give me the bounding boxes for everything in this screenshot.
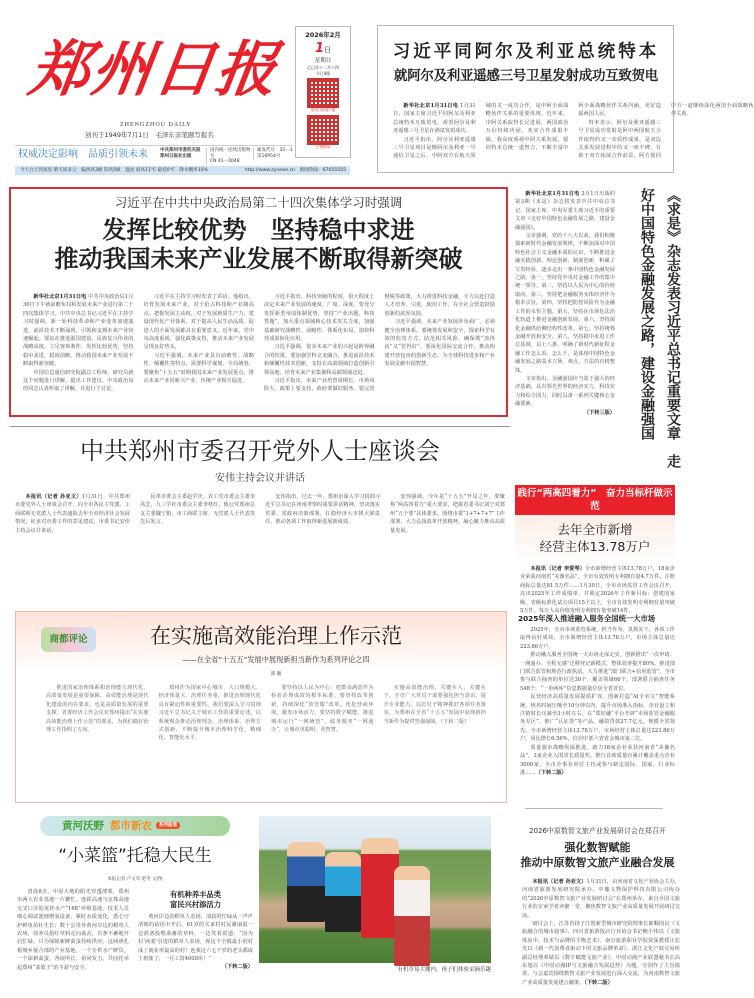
qr-code-icon[interactable] bbox=[307, 115, 339, 145]
market-headline-box bbox=[515, 515, 675, 565]
banner-text-1: 黄河沃野 bbox=[62, 820, 104, 832]
headline-line-2: 经营主体13.78万户 bbox=[539, 539, 651, 554]
paragraph: 习近平强调，未来产业发展涉及面广，必须健全治理体系。要统筹发展和安全，探索科学有效的监管方式，防范相关风险，确保既“放得活”又“管得好”。要深化国际交流合作，推动构建开放包容的创新生态，为全球科技进步和产业发展贡献中国智慧。 bbox=[384, 319, 495, 368]
farm-headline[interactable]: “小菜篮”托稳大民生 bbox=[58, 846, 212, 866]
headline-line-1: 强化数智赋能 bbox=[564, 841, 631, 854]
paragraph: 民革市委会主委赵学庆，农工党市委会主委李凤芝，九三学社市委会主委李枕红，致公党郑州总支主委魏宁娟，市工商联主席、无党派人士代表等先后发言。 bbox=[140, 494, 255, 526]
farm-sub-body bbox=[138, 913, 253, 995]
weather-strip bbox=[15, 166, 350, 175]
postal-issue: 第16954号 bbox=[257, 153, 281, 159]
logo-text: 郑州日报 bbox=[25, 35, 283, 105]
child-figure bbox=[394, 866, 430, 966]
paragraph: 2月1日出版的第3期《求是》杂志将发表中共中央总书记、国家主席、中央军委主席习近平的重要文章《走好中国特色金融发展之路，建设金融强国》。 bbox=[515, 191, 615, 231]
paragraph: 郑州作为国家中心城市，人口规模大、经济体量大、治理任务重，推进治理现代化具有紧迫性和重要性。我们要深入学习贯彻习近平总书记关于城市工作的重要论述，以系统观念推动治理理念、治理体系、治理方式创新，不断提升城市治理科学化、精细化、智能化水平。 bbox=[158, 685, 261, 742]
market-body bbox=[520, 626, 675, 798]
farm-byline: 本报记者 卢文军 赵冬 文/图 bbox=[107, 877, 163, 882]
subheadline-line-1: 有机种养丰品类 bbox=[169, 890, 222, 899]
headline-line-1: 去年全市新增 bbox=[557, 522, 633, 537]
paragraph: 全市新增经营主体13.78万户，18家企业荣获河南省“美豫名品”，全市有效发明专利拥有量4.7万件，注册商标总量达81.5万件……1月30日，全市市场监管工作会议召开，亮出2025年工作成绩单，并锁定2026年工作新目标：创建国家级、省级标准化试点项目15个以上，全市有效发明专利拥有量突破5万件，每万人高价值发明专利拥有量突破14件。 bbox=[520, 566, 675, 615]
lead-headline[interactable] bbox=[11, 216, 506, 274]
dateline: 新华社北京1月31日电 bbox=[525, 191, 580, 197]
qr1-label: 郑州日报客户端 bbox=[310, 108, 336, 112]
paragraph: 安伟强调，今年是“十五五”开局之年，要聚焦“两高四着力”重大要求，把握省委书记刘宁对郑州“五个要”具体要求，围绕市委“1+7+7+7”工作部署，大力弘扬改革开放精神，凝心聚力推动高质量发展。 bbox=[390, 494, 505, 534]
dateline: 本报讯（记者 李爱琴） bbox=[530, 566, 585, 572]
page-count: 今日4版 bbox=[315, 70, 331, 76]
paragraph: 2025年，全市市场监管系统，担当作为、真抓实干，各项工作取得良好成效，全市新增经营主体13.78万户，市场主体总量达223.86万户。 bbox=[520, 627, 675, 650]
tourism-kicker: 2026中原数智文旅产业发展研讨会在郑召开 bbox=[529, 827, 666, 835]
commentary-subhead: ——在全省“十五五”发展中展现新担当新作为系列评论之四 bbox=[182, 655, 370, 664]
lead-body bbox=[23, 293, 495, 411]
serial-value: CN 41－0048 bbox=[210, 159, 240, 164]
day-suffix: 日 bbox=[324, 46, 332, 54]
strawberry-greenhouse-photo[interactable] bbox=[259, 816, 491, 963]
tourism-headline[interactable] bbox=[505, 840, 690, 870]
publisher: 中共郑州市委机关报 郑州日报社出版 bbox=[160, 148, 205, 159]
date-box bbox=[295, 26, 351, 158]
weekday: 星期日 bbox=[314, 58, 332, 64]
commentary-author: 郑 徽 bbox=[270, 672, 282, 677]
paragraph: 推动融入服务全国统一大市场走深走实。创新推出“一次申请、一网通办、全程无感”迁移登记新模式，整体效率提升80%。推进部门联合监管和规范行政执法，大力推进“部门联合+信用监管”，全市参与联合抽查的单位达30个，覆盖领域66个，部署联合抽查任务548个，“一单两库”信息数据量位居全省首位。 bbox=[520, 652, 675, 692]
dateline: 本报讯（记者 孙亚文） bbox=[532, 879, 587, 885]
dateline: 新华社北京1月31日电 bbox=[403, 103, 459, 109]
child-figure bbox=[325, 852, 361, 932]
slogan: 权威决定影响 品质引领未来 bbox=[18, 149, 148, 160]
series-banner bbox=[40, 816, 230, 836]
paragraph: 质量强市战略纵深推进。助力18家企业荣获河南省“美豫名品”，3家企业入围省长质量奖。推行首席质量官累计覆盖重点企业3000家，全市企事业单位主持或参与制定国际、国家、行业标准…… bbox=[520, 744, 675, 776]
top-story bbox=[377, 25, 754, 173]
paragraph: 特本表示，阿尔及利亚遥感三号卫星成功发射是阿中两国航天合作取得的又一实质性成果，是双边关系发展进程中的又一座丰碑，有助于双方拓展合作前景。阿方愿同中方一道继续深化两国全面战略伙伴关系。 bbox=[578, 103, 754, 160]
jump-note[interactable]: （下转二版） bbox=[584, 979, 613, 986]
paragraph: 研讨会上，江苏省扬子江创新型城市研究院理事长郎顺国以《文旅融合的城市叙事》、四川省旅游饭店行业协会书记鲍小伟以《文旅体验中，技术与品牌的平衡艺术》、南京旅游职业学院资深教授汪宏光以《新一代消费者驱动下的文旅品牌革命》、浙江文化产权交易所副总经理邓婧以《数字赋能文旅产业》、中国动漫产业联盟秘书长高东旭以《中国动漫IP与文旅融合发展趋势》为题，分别作了主旨演讲。与会嘉宾围绕数智文旅产业发展进行深入交流，为河南数智文旅产业高质量发展建言献策。 bbox=[522, 921, 680, 986]
market-intro bbox=[520, 565, 675, 613]
commentary-logo: 商都评论 bbox=[41, 627, 96, 652]
paragraph: 安伟指出，过去一年，郑州市深入学习贯彻习近平总书记在河南考察时重要讲话精神，坚决落实省委、省政府决策部署，扛稳经济大市挑大梁责任，推动各项工作取得新进展新成效。 bbox=[265, 494, 380, 526]
paragraph: 习近平在主持学习时发表了讲话。他指出，培育发展未来产业，对于抢占科技和产业制高点、把握发展主动权，对于发展新质生产力、建设现代化产业体系，对于提高人民生活品质、促进人的全面发展都具有重要意义。近年来，党中央高度重视，强化政策支持，推动未来产业发展呈现良好势头。 bbox=[143, 294, 254, 351]
headline-line-1: 习近平同阿尔及利亚总统特本 bbox=[392, 42, 660, 62]
campaign-banner: 践行“两高四着力” 奋力当标杆做示范 bbox=[515, 485, 675, 515]
child-figure bbox=[287, 842, 325, 922]
paragraph: 1月31日，由河南省文化产业协会主办，河南省旅游发展研究院承办，中豫文物保护科技有限公司协办的“2026中原数智文旅产业发展研讨会”在郑州举办，来自全国文旅行业的专家学者齐聚一堂，聚焦数智文旅产业高质量发展开展研讨交流。 bbox=[522, 879, 681, 919]
market-subhead: 2025年深入推进融入服务全国统一大市场 bbox=[518, 614, 656, 623]
tourism-body bbox=[522, 878, 680, 986]
day-number: 1 bbox=[314, 41, 325, 56]
logo-english: ZHENGZHOU DAILY bbox=[120, 122, 192, 128]
meeting-headline[interactable]: 中共郑州市委召开党外人士座谈会 bbox=[80, 437, 440, 465]
commentary-headline[interactable]: 在实施高效能治理上作示范 bbox=[150, 624, 402, 648]
top-story-headline[interactable] bbox=[384, 40, 668, 88]
headline-line-2: 推动中原数智文旅产业融合发展 bbox=[520, 856, 675, 869]
paragraph: 文章强调，党的十八大以来，我们积极探索新时代金融发展规律，不断加深对中国特色社会主义金融本质的认识，不断推进金融实践创新、理论创新、制度创新，积累了宝贵经验，逐步走出一条中国特色金融发展之路。第一，坚持党中央对金融工作的集中统一领导。第二，坚持以人民为中心的价值取向。第三，坚持把金融服务实体经济作为根本宗旨。第四，坚持把防控风险作为金融工作的永恒主题。第五，坚持在市场化法治化轨道上推进金融创新发展。第六，坚持深化金融供给侧结构性改革。第七，坚持统筹金融开放和安全。第八，坚持稳中求进工作总基调。以上八条，明确了新时代新征程金融工作怎么看、怎么干，是体现中国特色金融发展之路基本立场、观点、方法的有机整体。 bbox=[515, 233, 615, 374]
paragraph: 1月31日，中共郑州市委党外人士座谈会召开，向全市各民主党派、工商联和无党派人士代表通报去年全市经济社会发展情况，征求对市委工作的意见建议。市委书记安伟主持会议并讲话。 bbox=[15, 494, 130, 534]
series-tag: 系列报道 bbox=[156, 822, 180, 829]
serial-number bbox=[206, 148, 252, 165]
lead-story bbox=[9, 187, 508, 417]
qr2-label: 正观新闻 bbox=[316, 145, 330, 149]
qr-code-icon[interactable] bbox=[307, 78, 339, 108]
divider bbox=[10, 426, 510, 427]
qiushi-story bbox=[515, 188, 690, 470]
dateline: 本报讯（记者 孙亚文） bbox=[25, 494, 82, 500]
meeting-body bbox=[15, 493, 505, 601]
qiushi-body bbox=[515, 190, 615, 462]
paragraph: 习近平指出，未来产业培育周期长、市场风险大，政策上要支持，政府要做好服务。要完善财税等政策，大力推进科技金融，全力以赴打造人才培养、引进、使用工作，在全社会营造鼓励创新的浓厚氛围。 bbox=[264, 294, 495, 393]
headline-line-2: 推动我国未来产业发展不断取得新突破 bbox=[54, 245, 463, 273]
jump-note[interactable]: （下转三版） bbox=[583, 409, 615, 416]
market-headline[interactable] bbox=[515, 521, 675, 555]
meeting-subhead: 安伟主持会议并讲话 bbox=[215, 473, 305, 484]
paragraph: 文章指出，金融强国应当基于强大的经济基础，具有领先世界的经济实力、科技实力和综合国力，同时具备一系列关键核心金融要素。 bbox=[515, 375, 615, 408]
paragraph: 习近平强调，未来产业具有前瞻性、战略性、颠覆性等特点，需要科学谋划、全局统筹。要聚焦“十五五”时期我国未来产业发展重点，推动未来产业同新兴产业、传统产业相互促进。 bbox=[143, 352, 254, 385]
website-hotline[interactable]: http://www.zynews.cn 新闻热线：67655555 bbox=[244, 168, 346, 173]
paragraph: 要坚持以人民为中心，把群众满意作为检验治理成效的根本标准。要坚持改革创新，持续深化“放管服”改革，优化营商环境，激发市场活力。要坚持数字赋能，推进城市运行“一网统管”、政务服务“一网通办”，让城市更聪明、更智慧。 bbox=[271, 685, 374, 734]
subheadline-line-2: 富民兴村添活力 bbox=[169, 900, 222, 909]
paragraph: 1月31日，国家主席习近平同阿尔及利亚总统特本互致贺电，祝贺阿尔及利亚遥感三号卫星在酒泉发射成功。 bbox=[393, 103, 476, 135]
headline-line-1: 发挥比较优势 坚持稳中求进 bbox=[102, 216, 415, 244]
weather-text: 今天白天到夜里 晴天间多云 偏西风3级 阵风5级 温度 最高11℃ 最低0℃ 降水概率10% bbox=[20, 168, 208, 173]
year-month: 2026年2月 bbox=[305, 31, 341, 39]
commentary-body bbox=[46, 684, 486, 796]
photo-caption: 有机草莓大棚内，孩子们体验采摘乐趣 bbox=[397, 967, 491, 973]
paragraph: 清晨8点，中原大地的阳光穿透薄雾，郑州市两大农业基地一片繁忙。连霍高速与京珠高速交叉口旁的龙祥水产“168”养殖基地，技术人员细心调试池塘增氧设备，紧盯水质变化，悉心守护鲜鱼苗壮生长；数十公里外黄河岸边的稻草人农场，饲养员捎红草料走向禽舍，有条不紊地开启忙碌。只为保障新鲜禽蛋持续供应。这两座扎根城乡接合部的产业基地，一个专供水产鲜货，一个深耕禽蛋，各展所长、协同发力，共同托举起郑州“菜篮子”的丰盈与安全。 bbox=[17, 889, 129, 971]
founding-note: 创刊于1949年7月1日 毛泽东亲笔题写报名 bbox=[85, 131, 214, 139]
paragraph: 习近平强调，很多未来产业的兴起是跨界融合的结果，要加强学科交叉融合，推进前沿技术和颠覆性技术创新，支持在高端领域打造创新引领高地，培育未来产业集聚和高端领域迈进。 bbox=[264, 344, 375, 376]
lead-kicker: 习近平在中共中央政治局第二十四次集体学习时强调 bbox=[114, 195, 403, 210]
jump-note[interactable]: （下转二版） bbox=[221, 964, 253, 971]
paragraph: 实施高效能治理，关键在人、关键在干。全市广大党员干部要强化担当意识，提升专业能力，以钉钉子精神抓好各项任务落实，为郑州在全省“十五五”发展中展现新担当新作为提供坚强保障。（下转二版） bbox=[383, 685, 486, 725]
paragraph: 推进国家治理体系和治理能力现代化，高质量发展是重要保障。高效能治理是现代化建设的内在要求，也是高质量发展的重要支撑。省委经济工作会议对郑州提出“在实施高效能治理上作示范”的要求，为我们做好治理工作指明了方向。 bbox=[46, 685, 149, 734]
serial-label: 国内统一连续出版物号 bbox=[210, 148, 251, 159]
qiushi-headline[interactable]: 《求是》杂志发表习近平总书记重要文章 走好中国特色金融发展之路，建设金融强国 bbox=[639, 188, 681, 468]
postal-label: 邮发代号：35－3 bbox=[257, 148, 293, 153]
jump-note[interactable]: （下转二版） bbox=[535, 769, 567, 776]
day bbox=[296, 41, 350, 58]
paragraph: 中共中央政治局1月30日下午就前瞻布局和发展未来产业进行第二十四次集体学习。中共中央总书记习近平在主持学习时强调，新一轮科技革命和产业变革加速演进，前沿技术不断涌现，引领和支撑未来产业快速崛起。要站在推进强国建设、民族复兴伟业的战略高度，立足客观条件，发挥比较优势，坚持稳中求进，稳度前瞻，推动我国未来产业发展不断取得新突破。 bbox=[23, 294, 134, 368]
lunar-date: 乙巳年十二月十四 bbox=[307, 65, 339, 70]
newspaper-logo bbox=[23, 22, 298, 118]
paragraph: 习近平指出，科技突破的程度，很大程度上决定未来产业发展的速度、广度、深度。要充分发挥新型举国体制优势，坚持“产业出题、科技答题”，加大重点领域核心技术攻关力度，加强基础研究战略性、前瞻性、体系化布局，加快科技成果转化应用。 bbox=[264, 294, 375, 343]
farm-subheadline bbox=[138, 890, 253, 910]
postal-code bbox=[253, 148, 295, 159]
headline-line-2: 就阿尔及利亚遥感三号卫星发射成功互致贺电 bbox=[394, 68, 658, 84]
top-story-body bbox=[393, 102, 754, 164]
commentary-box bbox=[15, 611, 507, 803]
paragraph: 中国信息通信研究院副总工程师、研究员就这个问题进行讲解，提出工作建议。中央政治局的同志认真听取了讲解，并进行了讨论。 bbox=[23, 369, 134, 393]
paragraph: 习近平指出，阿尔及利亚遥感三号卫星项目是继阿尔及利亚一号通信卫星之后，中阿双方在航天领域的又一成功合作，是中阿全面战略伙伴关系的重要体现。近年来，中阿关系取得长足进展，两国政治互信持续巩固，务实合作成果丰硕。我高度重视中阿关系发展，愿同特本总统一道努力，不断丰富中阿全面战略伙伴关系内涵，更好造福两国人民。 bbox=[393, 103, 661, 160]
dateline: 新华社北京1月31日电 bbox=[33, 294, 87, 300]
paragraph: 民营经济高质量发展提质扩容。创新打造“AI全名宝”智能系统，核名时间压缩至10分钟以内，提升市场准入指标，企业设立和注销时长压减至3小时左右。在“郑好融”平台开辟“市场监管金融服务专区”，推广“认证贷”等产品，融资贷款27.7亿元，规模全省领先。全市新增经营主体13.78万户，市场经营主体总量达223.86万户，同比增长6.56%，位居中部六省省会城市第二位。 bbox=[520, 694, 675, 743]
banner-text-2: 都市新农 bbox=[110, 820, 152, 832]
divider bbox=[15, 145, 293, 146]
paragraph: 黄河岸边的稻草人农场，清晨的忙碌从一声声清朗的话语中开启。61岁的关家村村民谢丽霞一边准备投喂禽畜的草料，一边笑着说道：“因为村‘两委’引进的稻草人农场，现这个全镇最小的村成了就业率最高的村！连我这六七十岁的老头都成上班族了，一月工资4000块！” bbox=[138, 914, 253, 963]
farm-body bbox=[17, 888, 129, 988]
divider bbox=[525, 808, 663, 809]
